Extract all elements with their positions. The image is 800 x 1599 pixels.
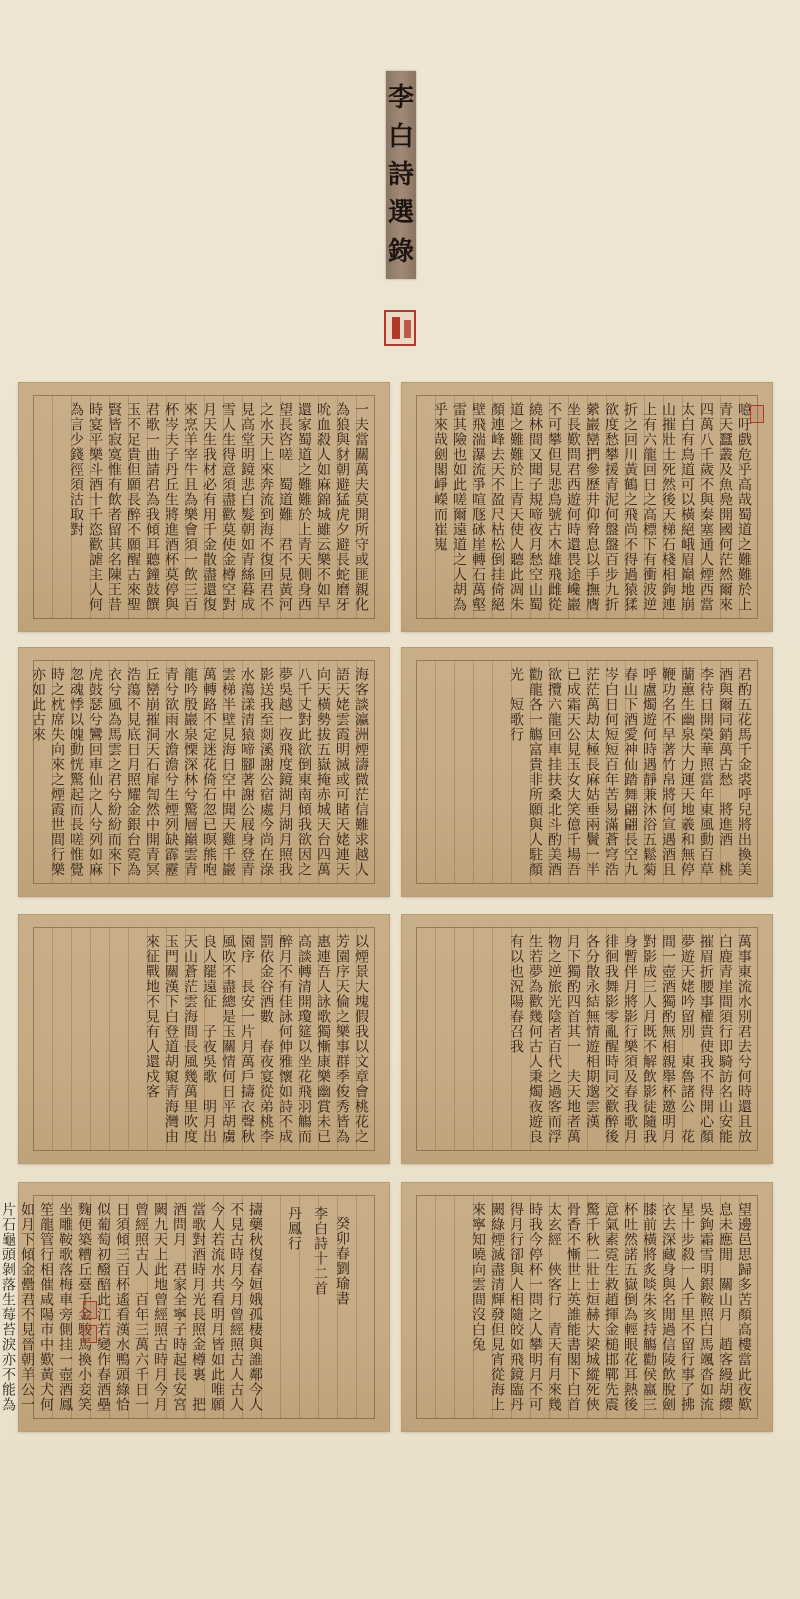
panel-border (416, 395, 758, 619)
title-char: 白 (387, 121, 414, 152)
signature-title: 李白詩十二首 (312, 1206, 328, 1296)
panel-text: 海客談瀛洲煙濤微茫信難求越人語天姥雲霞明滅或可睹天姥連天向天橫勢拔五嶽掩赤城天台四萬八千丈對此欲倒東南傾我欲因之夢吳越一夜飛度鏡湖月湖月照我影送我至剡溪謝公宿處今尚在淥水蕩漾清猿啼腳著謝公屐身登青雲梯半壁見海日空中聞天雞千巖萬轉路不定迷花倚石忽已暝熊咆龍吟殷巖泉慄深林兮驚層巔雲青青兮欲雨水澹澹兮生煙列缺霹靂丘巒崩摧洞天石扉訇然中開青冥浩蕩不見底日月照耀金銀台霓為衣兮風為馬雲之君兮紛紛而來下虎鼓瑟兮鸞回車仙之人兮列如麻忽魂悸以魄動恍驚起而長嗟惟覺時之枕席失向來之煙霞世間行樂亦如此古來 (30, 667, 369, 877)
panel-border (30, 660, 375, 884)
calligraphy-panel (0, 1183, 389, 1431)
calligraphy-panel (402, 383, 772, 631)
title-char: 李 (387, 83, 414, 114)
panel-border (416, 1195, 758, 1419)
panel-text: 噫吁戲危乎高哉蜀道之難難於上青天蠶叢及魚鳧開國何茫然爾來四萬八千歲不與秦塞通人煙西當太白有鳥道可以橫絕峨眉巔地崩山摧壯士死然後天梯石棧相鉤連上有六龍回日之高標下有衝波逆折之回川黃鶴之飛尚不得過猿猱欲度愁攀援青泥何盤盤百步九折縈巖巒捫參歷井仰脅息以手撫膺坐長歎問君西遊何時還畏途巉巖不可攀但見悲鳥號古木雄飛雌從繞林間又聞子規啼夜月愁空山蜀道之難難於上青天使人聽此凋朱顏連峰去天不盈尺枯松倒挂倚絕壁飛湍瀑流爭喧豗砯崖轉石萬壑雷其險也如此嗟爾遠道之人胡為乎來哉劍閣崢嶸而崔嵬 (432, 402, 752, 612)
panel-text: 擣藥秋復春姮娥孤棲與誰鄰今人不見古時月今月曾經照古人古人今人若流水共看明月皆如此唯願當歌對酒時月光長照金樽裏 把酒問月 君家全寧子時起長安宮闕九天上此地曾經照古時月今月曾經照古人 百年三萬六千日一日須傾三百杯遙看漢水鴨頭綠恰似葡萄初醱醅此江若變作春酒壘麴便築糟丘臺千金駿馬換小妾笑坐雕鞍歌落梅車旁側挂一壺酒鳳笙龍管行相催咸陽市中歎黃犬何如月下傾金罍君不見晉朝羊公一片石龜頭剝落生莓苔淚亦不能為 (0, 1202, 263, 1412)
panel-text: 萬事東流水別君去兮何時還且放白鹿青崖間須行即騎訪名山安能摧眉折腰事權貴使我不得開心顏 夢遊天姥吟留別 東魯諸公 花間一壺酒獨酌無相親舉杯邀明月對影成三人月既不解飲影徒隨我身暫伴月將影行樂須及春我歌月徘徊我舞影零亂醒時同交歡醉後各分散永結無情遊相期邈雲漢 月下獨酌四首其一 夫天地者萬物之逆旅光陰者百代之過客而浮生若夢為歡幾何古人秉燭夜遊良有以也況陽春召我 (508, 934, 752, 1159)
red-seal-icon (83, 1301, 97, 1319)
calligraphy-panel (402, 648, 772, 896)
calligraphy-panel (19, 648, 389, 896)
calligraphy-panel (402, 1183, 772, 1431)
title-label (386, 71, 416, 279)
panel-border (33, 927, 375, 1151)
panel-text: 君酌五花馬千金裘呼兒將出換美酒與爾同銷萬古愁 將進酒 桃李待日開榮華照當年東風動百草蘭蕙生幽泉大力運天地羲和無停鞭功名不早著竹帛將何宣遇酒且呼盧燭遊何時遇靜兼沐浴五鬆菊春山下酒愛神仙踏舞翩翩長空九岑白日何短短百年苦易滿蒼穹浩茫茫萬劫太極長麻姑垂兩鬢一半已成霜天公見玉女大笑億千場吾欲攬六龍回車挂扶桑北斗酌美酒勸龍各一觴富貴非所願與人駐顏光 短歌行 (508, 667, 752, 877)
calligraphy-panel (402, 915, 772, 1163)
title-char: 錄 (387, 236, 414, 267)
panel-text: 望邊邑思歸多苦顏高樓當此夜歎息未應閒 關山月 趙客縵胡纓吳鉤霜雪明銀鞍照白馬颯沓如流星十步殺一人千里不留行事了拂衣去深藏身與名閒過信陵飲脫劍膝前橫將炙啖朱亥持觴勸侯嬴三杯吐然諾五嶽倒為輕眼花耳熱後意氣素霓生救趙揮金槌邯鄲先震驚千秋二壯士烜赫大梁城縱死俠骨香不慚世上英誰能書閣下白首太玄經 俠客行 青天有月來幾時我今停杯一問之人攀明月不可得月行卻與人相隨皎如飛鏡臨丹闕綠煙滅盡清輝發但見宵從海上來寧知曉向雲間沒白兔 (470, 1202, 752, 1412)
panel-border (416, 927, 758, 1159)
signature-author: 癸卯春劉瑜書 (334, 1216, 350, 1306)
panel-border (33, 395, 375, 619)
title-char: 詩 (387, 159, 414, 190)
panel-border (416, 660, 758, 884)
title-char: 選 (387, 198, 414, 229)
calligraphy-panel (19, 383, 389, 631)
red-seal-icon (750, 405, 764, 423)
panel-text: 一夫當關萬夫莫開所守或匪親化為狼與豺朝避猛虎夕避長蛇磨牙吮血殺人如麻錦城雖云樂不如早還家蜀道之難難於上青天側身西望長咨嗟 蜀道難 君不見黃河之水天上來奔流到海不復回君不見高堂明鏡悲白髮朝如青絲暮成雪人生得意須盡歡莫使金樽空對月天生我材必有用千金散盡還復來烹羊宰牛且為樂會須一飲三百杯岑夫子丹丘生將進酒杯莫停與君歌一曲請君為我傾耳聽鐘鼓饌玉不足貴但願長醉不願醒古來聖賢皆寂寞惟有飲者留其名陳王昔時宴平樂斗酒十千恣歡謔主人何為言少錢徑須沽取對 (68, 402, 369, 612)
panel-text: 以煙景大塊假我以文章會桃花之芳園序天倫之樂事群季俊秀皆為惠連吾人詠歌獨慚康樂幽賞未已高談轉清開瓊筵以坐花飛羽觴而醉月不有佳詠何伸雅懷如詩不成罰依金谷酒數 春夜宴從弟桃李園序 長安一片月萬戶擣衣聲秋風吹不盡總是玉關情何日平胡虜良人罷遠征 子夜吳歌 明月出天山蒼茫雲海間長風幾萬里吹度玉門關漢下白登道胡窺青海灣由來征戰地不見有人還戍客 (144, 934, 369, 1144)
red-seal-icon (83, 1325, 97, 1343)
calligraphy-panel (19, 915, 389, 1163)
signature-title: 丹鳳行 (286, 1206, 302, 1251)
red-seal-icon (384, 310, 416, 346)
